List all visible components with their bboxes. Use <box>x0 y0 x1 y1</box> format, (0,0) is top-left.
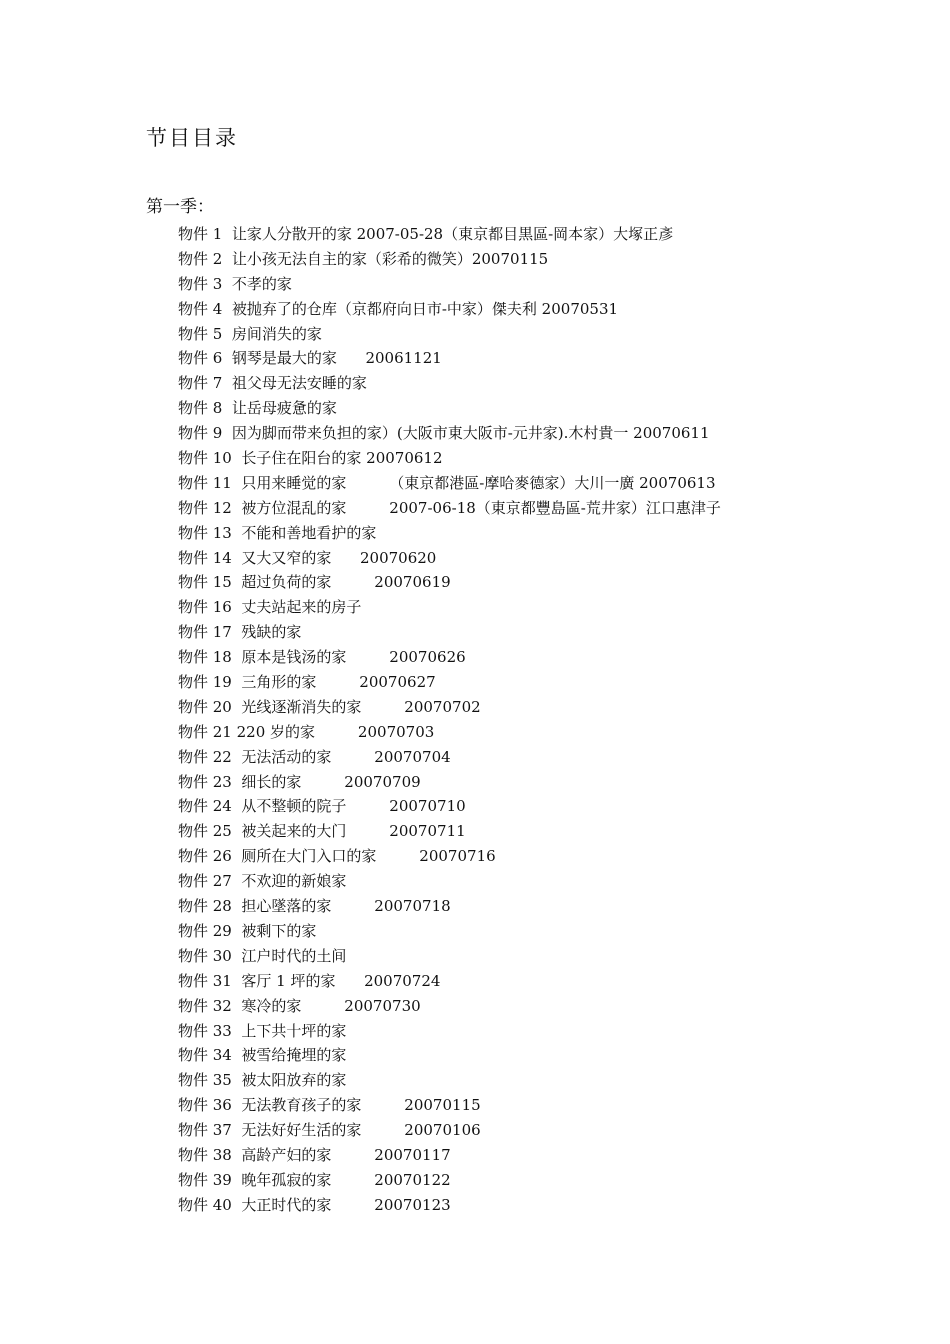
list-item: 物件 6 钢琴是最大的家 20061121 <box>178 349 442 368</box>
list-item: 物件 24 从不整顿的院子 20070710 <box>178 797 466 816</box>
list-item: 物件 28 担心墜落的家 20070718 <box>178 897 451 916</box>
list-item: 物件 37 无法好好生活的家 20070106 <box>178 1121 481 1140</box>
list-item: 物件 39 晚年孤寂的家 20070122 <box>178 1170 451 1189</box>
list-item: 物件 30 江户时代的土间 <box>178 946 347 965</box>
list-item: 物件 8 让岳母疲惫的家 <box>178 399 337 418</box>
list-item: 物件 27 不欢迎的新娘家 <box>178 872 347 891</box>
list-item: 物件 40 大正时代的家 20070123 <box>178 1195 451 1214</box>
list-item: 物件 21 220 岁的家 20070703 <box>178 722 435 741</box>
list-item: 物件 14 又大又窄的家 20070620 <box>178 548 437 567</box>
page-title: 节目目录 <box>146 126 238 150</box>
season-heading: 第一季： <box>146 197 214 217</box>
list-item: 物件 2 让小孩无法自主的家（彩希的微笑）20070115 <box>178 249 549 268</box>
list-item: 物件 17 残缺的家 <box>178 623 302 642</box>
list-item: 物件 33 上下共十坪的家 <box>178 1021 347 1040</box>
list-item: 物件 23 细长的家 20070709 <box>178 772 421 791</box>
list-item: 物件 25 被关起来的大门 20070711 <box>178 822 466 841</box>
list-item: 物件 3 不孝的家 <box>178 274 292 293</box>
list-item: 物件 15 超过负荷的家 20070619 <box>178 573 451 592</box>
list-item: 物件 16 丈夫站起来的房子 <box>178 598 362 617</box>
list-item: 物件 31 客厅 1 坪的家 20070724 <box>178 971 441 990</box>
list-item: 物件 7 祖父母无法安睡的家 <box>178 374 367 393</box>
list-item: 物件 38 高龄产妇的家 20070117 <box>178 1145 451 1164</box>
list-item: 物件 12 被方位混乱的家 2007-06-18（東京都豐島區-荒井家）江口惠津子 <box>178 498 721 517</box>
list-item: 物件 34 被雪给掩埋的家 <box>178 1046 347 1065</box>
list-item: 物件 36 无法教育孩子的家 20070115 <box>178 1096 481 1115</box>
episode-list <box>178 222 898 1218</box>
list-item: 物件 32 寒冷的家 20070730 <box>178 996 421 1015</box>
list-item: 物件 19 三角形的家 20070627 <box>178 673 436 692</box>
list-item: 物件 35 被太阳放弃的家 <box>178 1071 347 1090</box>
list-item: 物件 11 只用来睡觉的家 （東京都港區-摩哈麥德家）大川一廣 20070613 <box>178 473 716 492</box>
list-item: 物件 29 被剩下的家 <box>178 921 317 940</box>
list-item: 物件 18 原本是钱汤的家 20070626 <box>178 648 466 667</box>
list-item: 物件 4 被抛弃了的仓库（京都府向日市-中家）傑夫利 20070531 <box>178 299 619 318</box>
list-item: 物件 5 房间消失的家 <box>178 324 322 343</box>
list-item: 物件 22 无法活动的家 20070704 <box>178 747 451 766</box>
list-item: 物件 20 光线逐渐消失的家 20070702 <box>178 697 481 716</box>
list-item: 物件 26 厕所在大门入口的家 20070716 <box>178 847 496 866</box>
list-item: 物件 13 不能和善地看护的家 <box>178 523 377 542</box>
list-item: 物件 10 长子住在阳台的家 20070612 <box>178 449 443 468</box>
list-item: 物件 9 因为脚而带来负担的家）(大阪市東大阪市-元井家).木村貴一 20070611 <box>178 424 710 443</box>
list-item: 物件 1 让家人分散开的家 2007-05-28（東京都目黒區-岡本家）大塚正彥 <box>178 225 674 243</box>
